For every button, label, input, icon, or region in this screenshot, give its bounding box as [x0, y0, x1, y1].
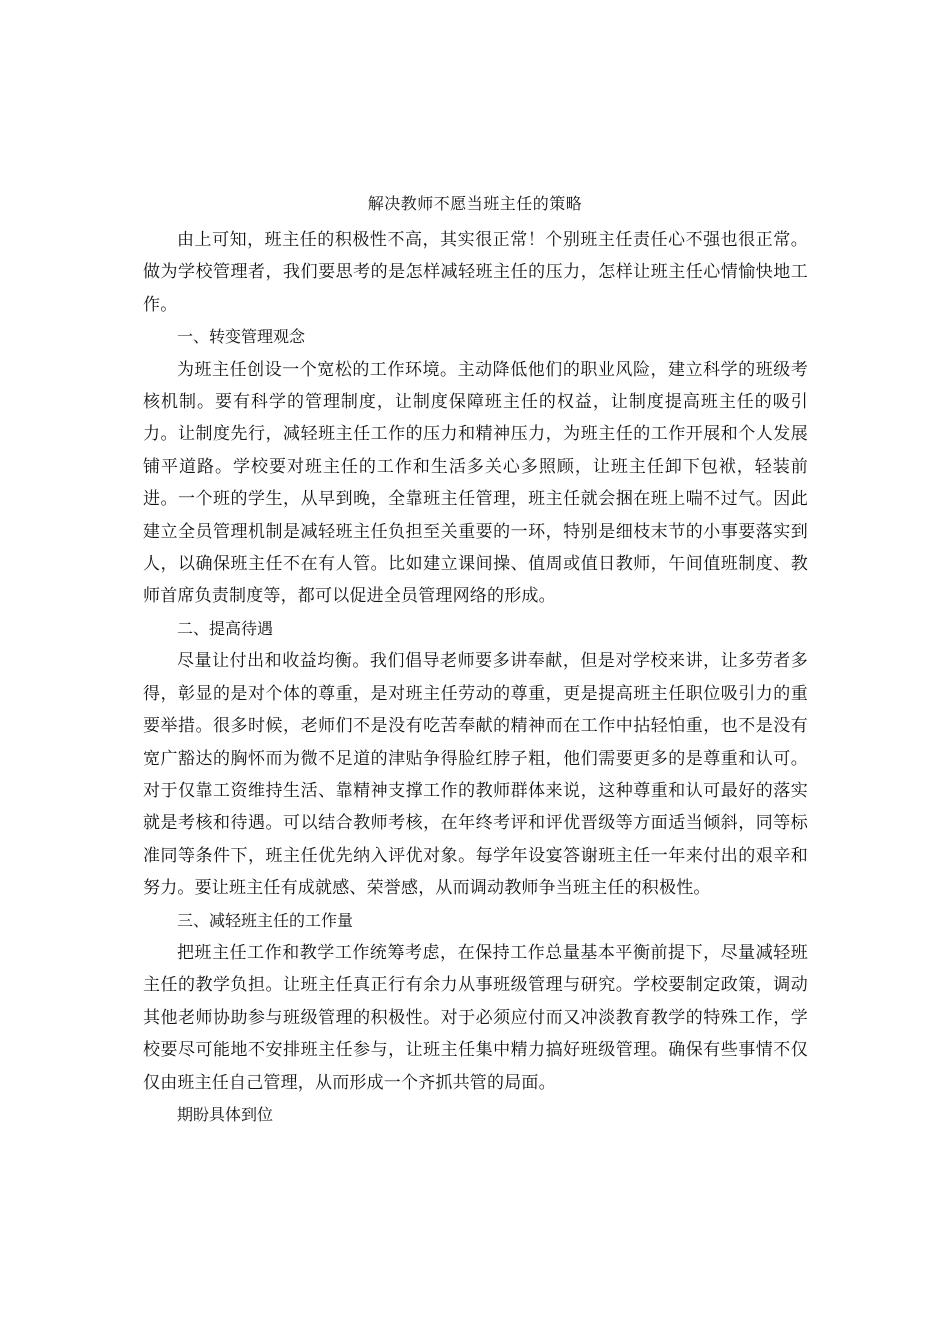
- section-body-3: 把班主任工作和教学工作统筹考虑，在保持工作总量基本平衡前提下，尽量减轻班主任的教学负担。让班主任真正行有余力从事班级管理与研究。学校要制定政策，调动其他老师协助参与班级管理的积极性。对于必须应付而又冲淡教育教学的特殊工作，学校要尽可能地不安排班主任参与，让班主任集中精力搞好班级管理。确保有些事情不仅仅由班主任自己管理，从而形成一个齐抓共管的局面。: [143, 942, 808, 1093]
- section-body-1: 为班主任创设一个宽松的工作环境。主动降低他们的职业风险，建立科学的班级考核机制。要有科学的管理制度，让制度保障班主任的权益，让制度提高班主任的吸引力。让制度先行，减轻班主任工作的压力和精神压力，为班主任的工作开展和个人发展铺平道路。学校要对班主任的工作和生活多关心多照顾，让班主任卸下包袱，轻装前进。一个班的学生，从早到晚，全靠班主任管理，班主任就会捆在班上喘不过气。因此建立全员管理机制是减轻班主任负担至关重要的一环，特别是细枝末节的小事要落实到人，以确保班主任不在有人管。比如建立课间操、值周或值日教师，午间值班制度、教师首席负责制度等，都可以促进全员管理网络的形成。: [143, 359, 808, 607]
- intro-paragraph: 由上可知，班主任的积极性不高，其实很正常！个别班主任责任心不强也很正常。做为学校管理者，我们要思考的是怎样减轻班主任的压力，怎样让班主任心情愉快地工作。: [143, 230, 808, 315]
- section-body-2: 尽量让付出和收益均衡。我们倡导老师要多讲奉献，但是对学校来讲，让多劳者多得，彰显的是对个体的尊重，是对班主任劳动的尊重，更是提高班主任职位吸引力的重要举措。很多时候，老师们不是没有吃苦奉献的精神而在工作中拈轻怕重，也不是没有宽广豁达的胸怀而为微不足道的津贴争得脸红脖子粗，他们需要更多的是尊重和认可。对于仅靠工资维持生活、靠精神支撑工作的教师群体来说，这种尊重和认可最好的落实就是考核和待遇。可以结合教师考核，在年终考评和评优晋级等方面适当倾斜，同等标准同等条件下，班主任优先纳入评优对象。每学年设宴答谢班主任一年来付出的艰辛和努力。要让班主任有成就感、荣誉感，从而调动教师争当班主任的积极性。: [143, 651, 808, 899]
- document-title: 解决教师不愿当班主任的策略: [367, 194, 583, 213]
- document-body: [143, 224, 808, 1131]
- section-heading-1: 一、转变管理观念: [177, 327, 306, 347]
- section-heading-2: 二、提高待遇: [177, 618, 274, 638]
- closing-line: 期盼具体到位: [177, 1104, 274, 1124]
- section-heading-3: 三、减轻班主任的工作量: [177, 910, 354, 930]
